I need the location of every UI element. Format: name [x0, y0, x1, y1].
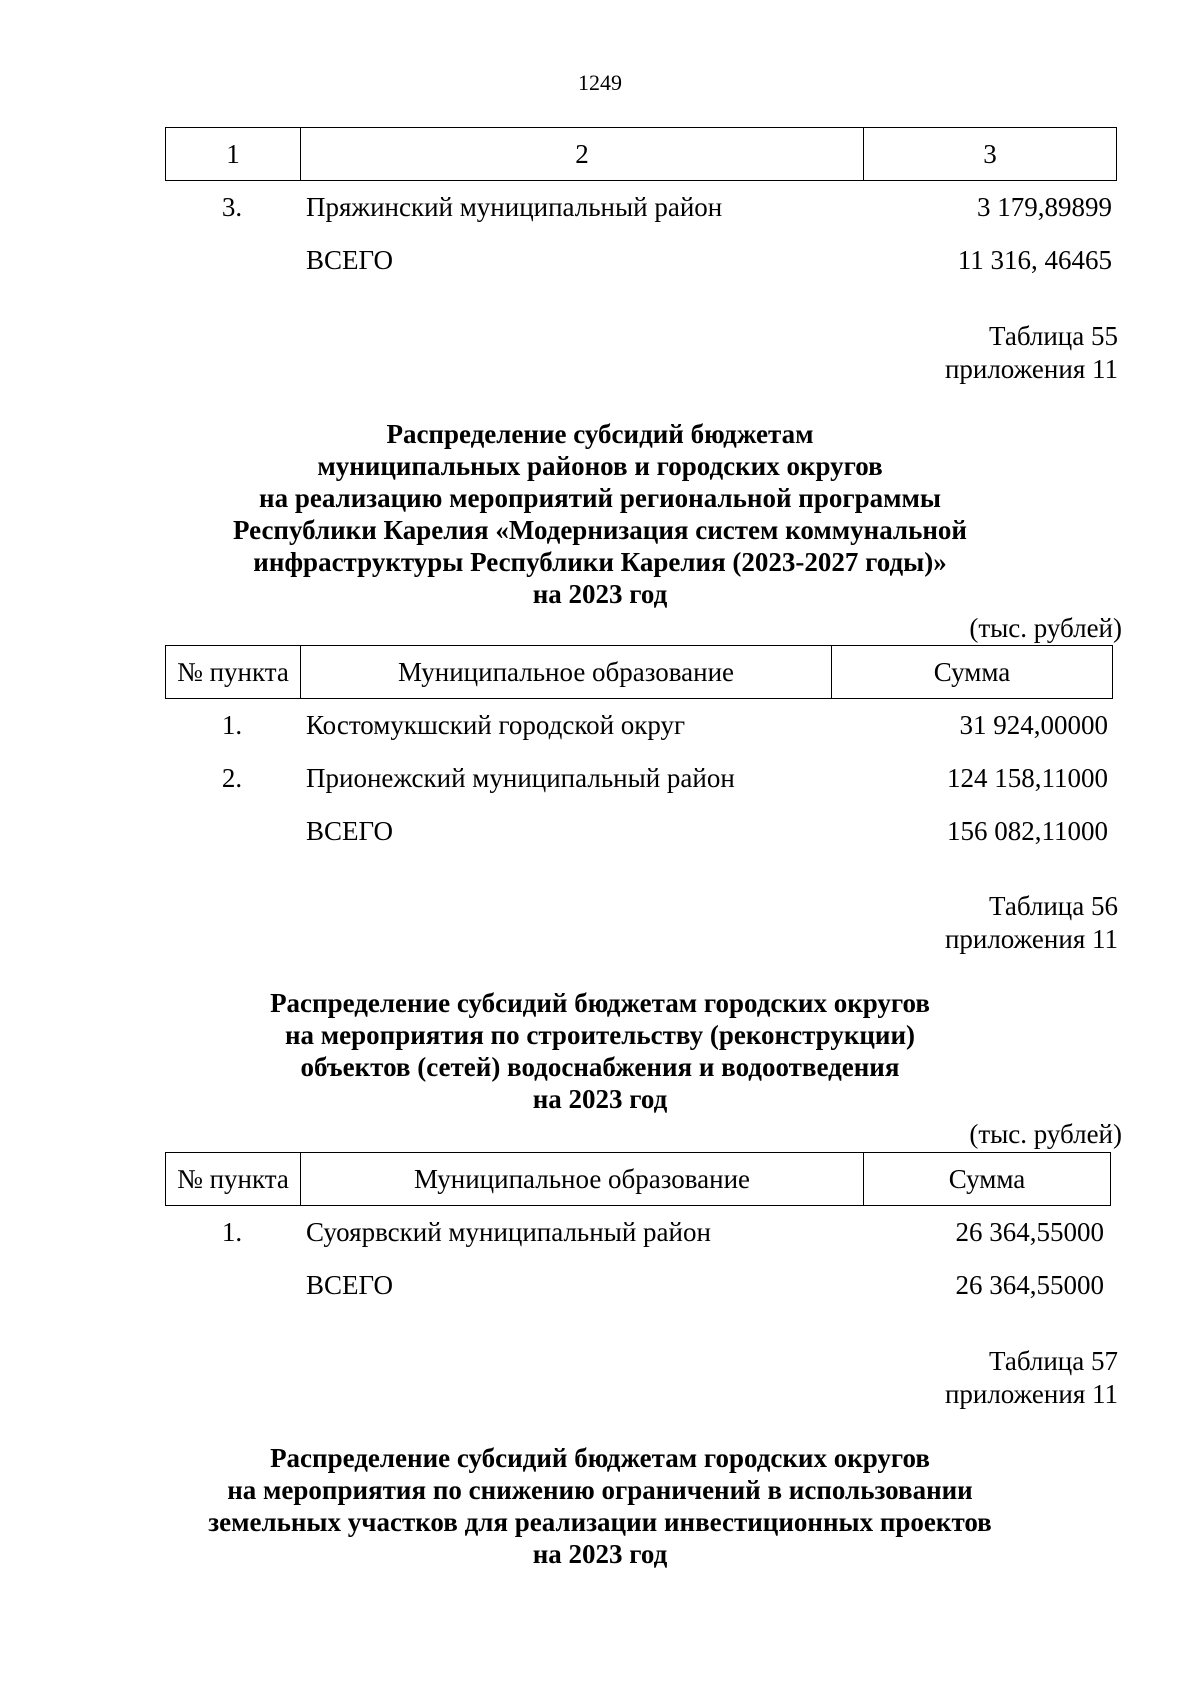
col-header-municipality: Муниципальное образование [301, 1153, 864, 1206]
table-row [0, 762, 1200, 796]
table-row [0, 1216, 1200, 1250]
title-line: инфраструктуры Республики Карелия (2023-2027 годы)» [253, 547, 947, 577]
row-name: Пряжинский муниципальный район [306, 192, 723, 222]
row-sum: 124 158,11000 [947, 763, 1108, 793]
table55-units: (тыс. рублей) [969, 613, 1122, 643]
table55-label-line1: Таблица 55 [989, 321, 1118, 351]
col-header-sum: Сумма [864, 1153, 1111, 1206]
title-line: Распределение субсидий бюджетам городских округов [270, 988, 930, 1018]
col-header-3: 3 [864, 128, 1117, 181]
col-header-sum: Сумма [832, 646, 1113, 699]
title-line: на мероприятия по строительству (реконструкции) [284, 1020, 916, 1050]
row-sum: 31 924,00000 [959, 710, 1108, 740]
col-header-2: 2 [301, 128, 864, 181]
row-sum: 11 316, 46465 [957, 245, 1112, 275]
row-name: Прионежский муниципальный район [306, 763, 735, 793]
table56-units: (тыс. рублей) [969, 1119, 1122, 1149]
row-sum: 26 364,55000 [955, 1270, 1104, 1300]
table56-label-line1: Таблица 56 [989, 891, 1118, 921]
table55-title [0, 418, 1200, 610]
table55-header [165, 645, 1113, 699]
table56-title [0, 987, 1200, 1115]
col-header-number: № пункта [166, 1153, 301, 1206]
table-row-total [0, 815, 1200, 849]
title-line: муниципальных районов и городских округов [317, 451, 883, 481]
title-line: Распределение субсидий бюджетам городских округов [270, 1443, 930, 1473]
table-row [0, 709, 1200, 743]
table56-header [165, 1152, 1111, 1206]
title-line: Распределение субсидий бюджетам [386, 419, 814, 449]
row-name: ВСЕГО [306, 245, 393, 275]
table55-label-line2: приложения 11 [944, 354, 1118, 384]
table-row-total [0, 244, 1200, 278]
table-row [0, 191, 1200, 225]
table55-label [945, 320, 1118, 386]
title-line: на 2023 год [532, 579, 668, 609]
row-sum: 156 082,11000 [947, 816, 1108, 846]
row-name: ВСЕГО [306, 816, 393, 846]
table57-label [945, 1345, 1118, 1411]
col-header-1: 1 [166, 128, 301, 181]
row-sum: 26 364,55000 [955, 1217, 1104, 1247]
title-line: на реализацию мероприятий региональной программы [259, 483, 941, 513]
title-line: Республики Карелия «Модернизация систем коммунальной [233, 515, 967, 545]
row-number: 1. [221, 710, 243, 740]
title-line: на 2023 год [532, 1084, 668, 1114]
title-line: на мероприятия по снижению ограничений в использовании [227, 1475, 973, 1505]
row-name: Костомукшский городской округ [306, 710, 686, 740]
col-header-municipality: Муниципальное образование [301, 646, 832, 699]
row-number: 3. [221, 192, 243, 222]
table56-label [945, 890, 1118, 956]
table57-title [0, 1442, 1200, 1570]
table-row-total [0, 1269, 1200, 1303]
row-name: ВСЕГО [306, 1270, 393, 1300]
title-line: на 2023 год [532, 1539, 668, 1569]
title-line: объектов (сетей) водоснабжения и водоотведения [300, 1052, 900, 1082]
row-name: Суоярвский муниципальный район [306, 1217, 711, 1247]
col-header-number: № пункта [166, 646, 301, 699]
row-number: 1. [221, 1217, 243, 1247]
table56-label-line2: приложения 11 [944, 924, 1118, 954]
table57-label-line1: Таблица 57 [989, 1346, 1118, 1376]
table57-label-line2: приложения 11 [944, 1379, 1118, 1409]
title-line: земельных участков для реализации инвестиционных проектов [208, 1507, 992, 1537]
continuation-table-header [165, 127, 1117, 181]
page-number: 1249 [578, 70, 622, 95]
row-sum: 3 179,89899 [977, 192, 1112, 222]
row-number: 2. [221, 763, 243, 793]
